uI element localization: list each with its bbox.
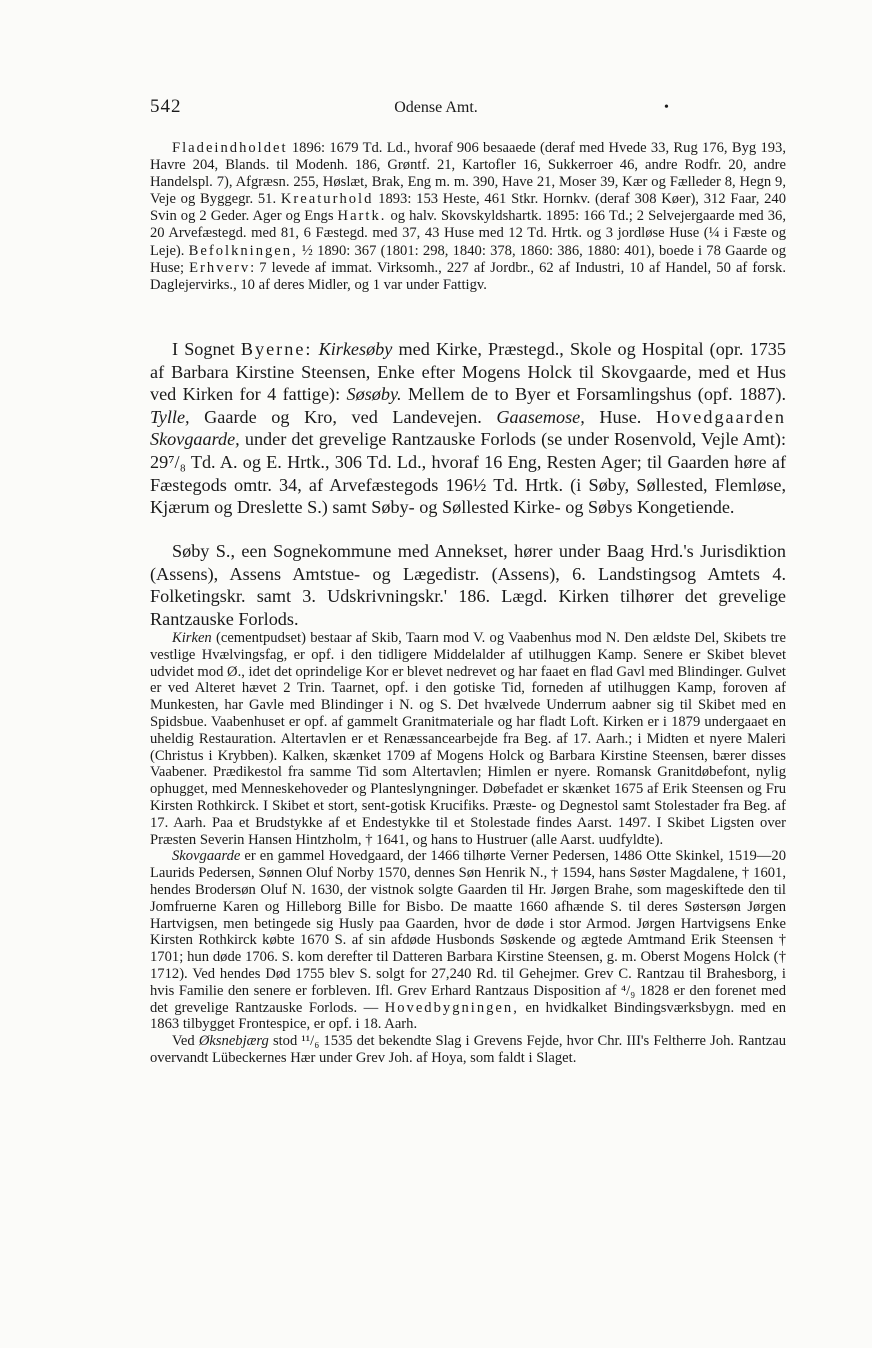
statistics-paragraph (150, 140, 786, 294)
running-head: Odense Amt. (394, 99, 478, 116)
stat-text: : 7 levede af immat. Virksomh., 227 af Jordbr., 62 af Industri, 10 af Handel, 50 af forsk. Daglejervirks., 10 af deres Midler, og 1 var under Fattigv. (150, 259, 787, 293)
church-note (150, 630, 786, 848)
manor-note (150, 848, 786, 1033)
text: er en gammel Hovedgaard, der 1466 tilhørte Verner Pedersen, 1486 Otte Skinkel, 1519—20 Laurids Pedersen, Sønnen Oluf Norby 1570, dennes Søn Henrik N., † 1594, hans Søster Magdalene, † 1601, hendes Brodersøn Oluf N. 1630, der vistnok solgte Gaarden til Hr. Jørgen Brahe, som mageskiftede den til Jomfruerne Karen og Hilleborg Bille for Bisbo. De maatte 1660 afhænde S. til deres Søstersøn Jørgen Hartvigsen, men betingede sig Husly paa Gaarden, hvor de døde i stor Armod. Jørgen Hartvigsens Enke Kirsten Rothkirck købte 1670 S. af sin afdøde Husbonds Søskende og ægtede Amtmand Erik Steensen † 1701; hun døde 1706. S. kom derefter til Datteren Barbara Kirstine Steensen, g. m. Oberst Mogens Holck († 1712). Ved hendes Død 1755 blev S. solgt for 27,240 Rd. til Gehejmer. Grev C. Rantzau til Brahesborg, i hvis Familie den senere er forbleven. Ifl. Grev Erhard Rantzaus Disposition af ⁴/₉ 1828 er den forenet med det grevelige Rantzauske Forlods. — (150, 848, 786, 1016)
text: Huse. (584, 406, 656, 427)
stat-text: 1893: 153 Heste, 461 Stkr. Hornkv. (deraf 308 Køer), 312 Faar, 240 Svin og 2 Geder. Ager og Engs (150, 191, 786, 225)
stat-term: Fladeindholdet (172, 140, 288, 156)
term: Byerne: (240, 339, 313, 359)
notes-section (150, 630, 786, 1067)
text: under det grevelige Rantzauske Forlods (se under Rosenvold, Vejle Amt): 29⁷/₈ Td. A. og E. Hrtk., 306 Td. Ld., hvoraf 16 Eng, Resten Ager; til Gaarden høre af Fæstegods omtr. 34, af Arvefæstegods 196½ Td. Hrtk. (i Søby, Søllested, Flemløse, Kjærum og Dreslette S.) samt Søby- og Søllested Kirke- og Søbys Kongetiende. (150, 429, 786, 518)
text: stod ¹¹/₆ 1535 det bekendte Slag i Grevens Fejde, hvor Chr. III's Feltherre Joh. Rantzau overvandt Lübeckernes Hær under Grev Joh. af Hoya, som faldt i Slaget. (150, 1033, 787, 1066)
text: Mellem de to Byer et Forsamlingshus (opf. 1887). (401, 384, 786, 405)
page-number: 542 (150, 96, 182, 117)
jurisdiction-paragraph: Søby S., een Sognekommune med Annekset, hører under Baag Hrd.'s Jurisdiktion (Assens), Assens Amtstue- og Lægedistr. (Assens), 6. Landstingsog Amtets 4. Folketingskr. samt 3. Udskrivningskr.' 186. Lægd. Kirken tilhører det grevelige Rantzauske Forlods. (150, 541, 786, 629)
text: en hvidkalket Bindingsværksbygn. med en 1863 tilbygget Frontespice, er opf. i 18. Aarh. (150, 999, 786, 1033)
text: med Kirke, Præstegd., Skole og Hospital (opr. 1735 af Barbara Kirstine Steensen, Enke efter Mogens Holck til Skovgaarde, med et Hus ved Kirken for 4 fattige): (150, 339, 786, 405)
place-name: Skovgaarde, (150, 429, 240, 450)
stat-term: Befolkningen, (188, 242, 298, 259)
battle-note (150, 1033, 786, 1067)
ornament-dot: • (664, 100, 669, 115)
stat-term: Erhverv (189, 259, 251, 276)
text: Gaarde og Kro, ved Landevejen. (189, 406, 497, 427)
place-name: Tylle, (150, 406, 190, 427)
place-name: Kirken (172, 630, 212, 646)
stat-term: Kreaturhold (280, 191, 374, 208)
place-name: Søsøby. (346, 384, 402, 405)
term: Hovedbygningen, (384, 999, 519, 1016)
place-name: Skovgaarde (172, 848, 241, 865)
text: (cementpudset) bestaar af Skib, Taarn mod V. og Vaabenhus mod N. Den ældste Del, Skibets tre vestlige Hvælvingsfag, er opf. i den tidligere Middelalder af utilhuggen Kamp. Senere er Skibet blevet udvidet mod Ø., idet det oprindelige Kor er blevet nedrevet og har faaet en flad Gavl med Blindinger. Gulvet er ved Alteret hævet 2 Trin. Taarnet, opf. i den gotiske Tid, forneden af utilhuggen Kamp, foroven af Munkesten, har Gavle med Blindinger i N. og S. Det hvælvede Underrum aabner sig til Skibet med en Spidsbue. Vaabenhuset er opf. af gammelt Granitmateriale og har fladt Loft. Kirken er i 1879 undergaaet en uheldig Restauration. Altertavlen er et Renæssancearbejde fra Beg. af 17. Aarh.; i Midten et nyere Maleri (Christus i Krybben). Kalken, skænket 1709 af Mogens Holck og Barbara Kirstine Steensen, bærer disses Vaabener. Prædikestol fra samme Tid som Altertavlen; Himlen er nyere. Romansk Granitdøbefont, nylig ophugget, med Menneskehoveder og Planteslyngninger. Døbefadet er skænket 1675 af Erik Steensen og Fru Kirsten Rothkirck. I Skibet et stort, sent-gotisk Krucifiks. Præste- og Degnestol samt Stolestader fra Beg. af 17. Aarh. Paa et Brudstykke af et Endestykke til et Stolestade findes Aarst. 1497. I Skibet Ligsten over Præsten Severin Hansen Hintzholm, † 1641, og hans to Hustruer (alle Aarst. uudfyldte). (150, 630, 786, 848)
place-name: Gaasemose, (496, 406, 585, 427)
place-name: Kirkesøby (318, 339, 393, 359)
parish-paragraph (150, 338, 786, 519)
text: Ved (172, 1033, 199, 1050)
text: I Sognet (172, 339, 241, 359)
place-name: Øksnebjærg (198, 1033, 269, 1050)
term: Hovedgaarden (655, 406, 786, 427)
stat-term: Hartk. (337, 208, 387, 225)
stat-text: og halv. Skovskyldshartk. 1895: 166 Td.; 2 Selvejergaarde med 36, 20 Arvefæstegd. med 81, 6 Fæstegd. med 37, 43 Huse med 12 Td. Hrtk. og 3 jordløse Huse (¼ i Fæste og Leje). (150, 208, 786, 259)
stat-text: 1896: 1679 Td. Ld., hvoraf 906 besaaede (deraf med Hvede 33, Rug 176, Byg 193, Havre 204, Blands. til Modenh. 186, Grøntf. 21, Kartofler 16, Sukkerroer 46, andre Rodfr. 20, andre Handelspl. 7), Afgræsn. 255, Høslæt, Brak, Eng m. m. 390, Have 21, Moser 39, Kær og Fælleder 8, Hegn 9, Veje og Byggegr. 51. (150, 140, 786, 208)
stat-text: ½ 1890: 367 (1801: 298, 1840: 378, 1860: 386, 1880: 401), boede i 78 Gaarde og Huse; (150, 242, 786, 276)
